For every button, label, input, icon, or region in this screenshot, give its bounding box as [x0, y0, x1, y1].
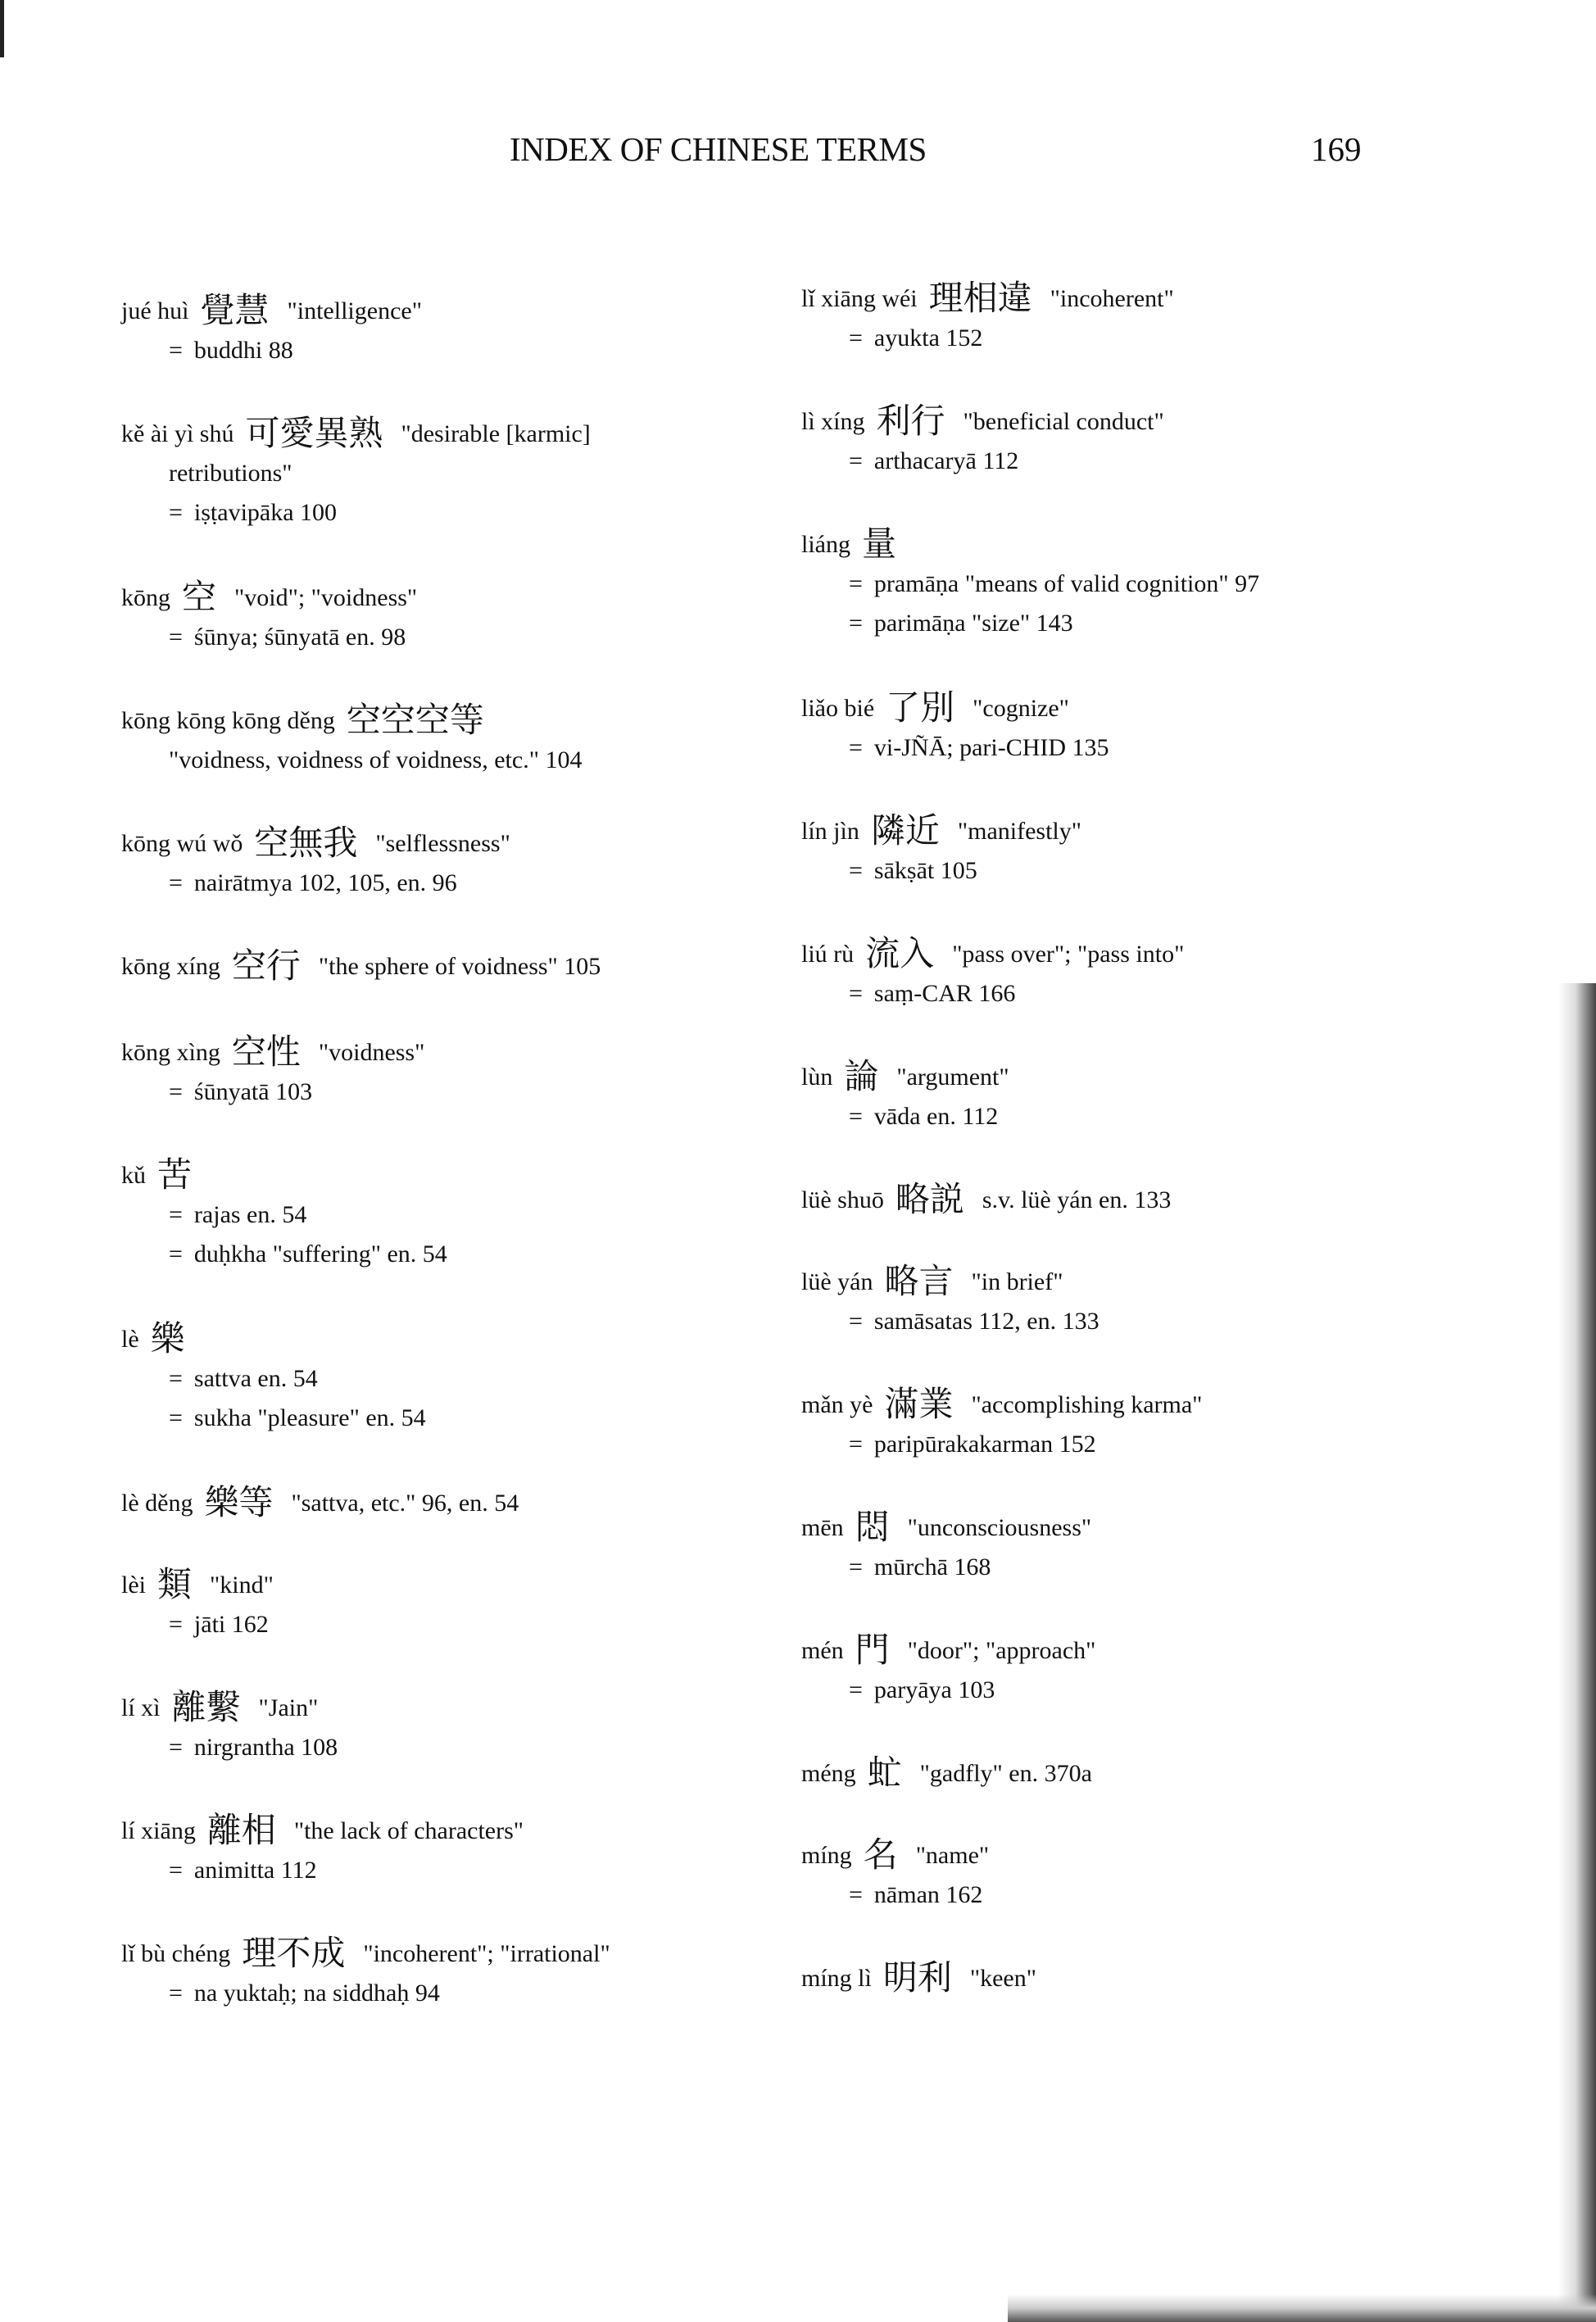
entry-gloss: "void"; "voidness"	[234, 584, 418, 611]
entry-sanskrit-equivalent	[801, 1875, 1539, 1915]
equivalent-text: ayukta 152	[873, 324, 983, 351]
entry-heading	[801, 1180, 1539, 1220]
index-entry	[121, 1565, 769, 1644]
entry-sanskrit-equivalent	[801, 1671, 1539, 1710]
entry-gloss: "beneficial conduct"	[963, 408, 1164, 435]
equals-sign: =	[169, 869, 183, 896]
entry-sanskrit-equivalent	[801, 442, 1539, 481]
entry-sanskrit-equivalent	[121, 493, 769, 533]
equals-sign: =	[169, 1857, 183, 1884]
entry-pinyin: lè	[121, 1326, 139, 1353]
entry-heading	[121, 1688, 769, 1728]
entry-hanzi: 略言	[884, 1261, 954, 1301]
index-entry	[121, 946, 769, 986]
index-entry	[801, 1262, 1539, 1341]
entry-sanskrit-equivalent	[121, 1851, 769, 1890]
entry-hanzi: 空無我	[254, 823, 358, 863]
equivalent-text: śūnya; śūnyatā en. 98	[193, 624, 406, 651]
entry-heading	[121, 1483, 769, 1523]
entry-gloss: "sattva, etc." 96, en. 54	[291, 1490, 519, 1517]
index-entry	[801, 811, 1539, 891]
entry-hanzi: 理相違	[928, 278, 1032, 318]
entry-gloss: "incoherent"	[1050, 285, 1174, 312]
entry-heading	[121, 1319, 769, 1359]
entry-heading	[801, 1262, 1539, 1302]
entry-sanskrit-equivalent	[801, 974, 1539, 1014]
entry-heading	[801, 279, 1539, 319]
entry-heading	[801, 1385, 1539, 1425]
entry-pinyin: lüè shuō	[801, 1186, 884, 1213]
entry-pinyin: míng	[801, 1842, 852, 1869]
entry-sanskrit-equivalent	[801, 565, 1539, 604]
entry-pinyin: lín jìn	[801, 818, 859, 845]
scan-edge-left	[0, 0, 4, 57]
entry-pinyin: kě ài yì shú	[121, 420, 234, 447]
equivalent-text: samāsatas 112, en. 133	[873, 1308, 1100, 1335]
entry-sanskrit-equivalent	[121, 1399, 769, 1438]
index-entry	[121, 1483, 769, 1523]
index-entry	[801, 279, 1539, 358]
entry-gloss: "name"	[915, 1842, 990, 1869]
index-entry	[801, 1057, 1539, 1136]
equals-sign: =	[849, 1308, 863, 1335]
entry-heading	[121, 701, 769, 741]
entry-pinyin: liú rù	[801, 941, 855, 968]
index-entry	[801, 401, 1539, 481]
index-entry	[801, 1180, 1539, 1220]
equals-sign: =	[169, 1611, 183, 1638]
entry-pinyin: lèi	[121, 1571, 146, 1599]
entry-heading	[801, 524, 1539, 565]
entry-hanzi: 量	[862, 524, 897, 564]
entry-hanzi: 空	[182, 577, 217, 617]
entry-heading	[121, 1032, 769, 1073]
equivalent-text: mūrchā 168	[873, 1553, 991, 1581]
entry-sanskrit-equivalent	[801, 1097, 1539, 1136]
equals-sign: =	[169, 1365, 183, 1392]
equals-sign: =	[169, 1404, 183, 1431]
page-number: 169	[1311, 130, 1362, 168]
index-entry	[121, 1811, 769, 1890]
entry-gloss: "desirable [karmic]	[401, 420, 591, 447]
entry-gloss: "argument"	[896, 1063, 1009, 1091]
equals-sign: =	[849, 447, 863, 474]
entry-heading	[121, 291, 769, 331]
entry-sanskrit-equivalent	[121, 618, 769, 657]
equivalent-text: paryāya 103	[873, 1676, 995, 1703]
entry-pinyin: kǔ	[121, 1162, 146, 1189]
entry-sanskrit-equivalent	[801, 728, 1539, 768]
equivalent-text: parimāṇa "size" 143	[873, 610, 1073, 637]
entry-hanzi: 類	[157, 1564, 193, 1604]
equals-sign: =	[849, 734, 863, 761]
entry-heading	[801, 1835, 1539, 1875]
entry-gloss: "kind"	[210, 1571, 274, 1599]
equivalent-text: na yuktaḥ; na siddhaḥ 94	[193, 1980, 440, 2007]
equivalent-text: duḥkha "suffering" en. 54	[193, 1240, 447, 1268]
entry-pinyin: liǎo bié	[801, 695, 875, 722]
equivalent-text: animitta 112	[193, 1857, 317, 1884]
entry-gloss: "gadfly" en. 370a	[919, 1760, 1092, 1787]
equals-sign: =	[169, 1734, 183, 1761]
entry-sanskrit-equivalent	[121, 331, 769, 370]
entry-hanzi: 滿業	[884, 1384, 954, 1424]
entry-gloss: "the lack of characters"	[293, 1817, 524, 1844]
entry-hanzi: 虻	[867, 1753, 902, 1793]
entry-gloss: "accomplishing karma"	[971, 1391, 1203, 1418]
entry-gloss: "unconsciousness"	[907, 1514, 1092, 1541]
entry-pinyin: mǎn yè	[801, 1391, 873, 1418]
entry-hanzi: 了別	[886, 687, 955, 728]
entry-sanskrit-equivalent	[121, 1605, 769, 1644]
entry-sanskrit-equivalent	[121, 1235, 769, 1274]
entry-gloss: "intelligence"	[287, 297, 422, 324]
equivalent-text: jāti 162	[193, 1611, 269, 1638]
index-entry	[121, 291, 769, 370]
entry-hanzi: 空空空等	[346, 700, 484, 740]
equals-sign: =	[169, 1240, 183, 1268]
entry-hanzi: 隣近	[870, 810, 940, 850]
scan-shadow-right	[1558, 983, 1596, 2322]
entry-hanzi: 樂	[150, 1318, 185, 1358]
entry-heading	[801, 401, 1539, 442]
equals-sign: =	[849, 1103, 863, 1130]
entry-pinyin: lì xíng	[801, 408, 865, 435]
index-entry	[801, 1753, 1539, 1794]
entry-sanskrit-equivalent	[801, 604, 1539, 643]
entry-gloss-continued: retributions"	[169, 460, 292, 487]
entry-pinyin: lí xiāng	[121, 1817, 196, 1844]
entry-gloss: "in brief"	[971, 1268, 1063, 1295]
entry-gloss: s.v. lüè yán en. 133	[982, 1186, 1172, 1213]
index-entry	[801, 1958, 1539, 1998]
entry-heading	[801, 1753, 1539, 1794]
entry-hanzi: 離繫	[171, 1687, 241, 1727]
equivalent-text: sattva en. 54	[193, 1365, 318, 1392]
index-entry	[801, 1835, 1539, 1915]
equals-sign: =	[849, 1431, 863, 1458]
equals-sign: =	[849, 857, 863, 884]
equivalent-text: śūnyatā 103	[193, 1078, 313, 1105]
entry-heading	[801, 688, 1539, 728]
equivalent-text: nirgrantha 108	[193, 1734, 338, 1761]
index-entry	[121, 1319, 769, 1438]
entry-heading	[801, 1630, 1539, 1671]
entry-heading	[121, 414, 769, 454]
entry-heading	[801, 934, 1539, 974]
entry-gloss: "voidness"	[318, 1039, 425, 1066]
equivalent-text: arthacaryā 112	[873, 447, 1019, 474]
equals-sign: =	[849, 324, 863, 351]
equals-sign: =	[169, 499, 183, 526]
entry-hanzi: 略説	[895, 1179, 964, 1219]
equivalent-text: pramāṇa "means of valid cognition" 97	[873, 570, 1260, 597]
equivalent-text: sukha "pleasure" en. 54	[193, 1404, 426, 1431]
equivalent-text: paripūrakakarman 152	[873, 1431, 1096, 1458]
entry-sanskrit-equivalent	[121, 1359, 769, 1399]
entry-gloss-continued: "voidness, voidness of voidness, etc." 104	[169, 746, 583, 773]
entry-pinyin: míng lì	[801, 1965, 872, 1992]
index-entry	[121, 1155, 769, 1274]
index-entry	[121, 823, 769, 903]
equals-sign: =	[849, 610, 863, 637]
entry-gloss: "Jain"	[258, 1694, 319, 1721]
entry-pinyin: lǐ bù chéng	[121, 1940, 231, 1967]
index-entry	[121, 1032, 769, 1112]
index-entry	[121, 1934, 769, 2013]
equivalent-text: vāda en. 112	[873, 1103, 999, 1130]
entry-pinyin: méng	[801, 1760, 856, 1787]
equals-sign: =	[169, 1980, 183, 2007]
equals-sign: =	[849, 980, 863, 1007]
equals-sign: =	[169, 624, 183, 651]
entry-hanzi: 理不成	[242, 1933, 346, 1973]
entry-heading	[801, 1057, 1539, 1097]
entry-hanzi: 悶	[855, 1507, 890, 1547]
entry-hanzi: 可愛異熟	[245, 413, 383, 453]
entry-gloss: "incoherent"; "irrational"	[363, 1940, 610, 1967]
entry-hanzi: 名	[863, 1834, 898, 1875]
entry-pinyin: lùn	[801, 1063, 833, 1091]
equals-sign: =	[849, 1881, 863, 1908]
index-entry	[801, 1385, 1539, 1464]
entry-pinyin: kōng	[121, 584, 170, 611]
entry-pinyin: lí xì	[121, 1694, 161, 1721]
entry-hanzi: 覺慧	[200, 290, 270, 330]
entry-hanzi: 利行	[876, 401, 945, 441]
entry-pinyin: kōng wú wǒ	[121, 830, 243, 857]
entry-heading	[121, 946, 769, 986]
entry-heading	[121, 1565, 769, 1605]
entry-pinyin: lè děng	[121, 1490, 193, 1517]
entry-sanskrit-equivalent	[801, 1548, 1539, 1587]
index-entry	[801, 1630, 1539, 1710]
equals-sign: =	[849, 570, 863, 597]
entry-heading	[121, 1155, 769, 1195]
index-entry	[801, 688, 1539, 768]
entry-sanskrit-equivalent	[121, 864, 769, 903]
entry-gloss: "pass over"; "pass into"	[952, 941, 1185, 968]
entry-sanskrit-equivalent	[121, 1974, 769, 2013]
entry-sanskrit-equivalent	[801, 1425, 1539, 1464]
equivalent-text: sākṣāt 105	[873, 857, 977, 884]
index-entry	[801, 1508, 1539, 1587]
entry-hanzi: 離相	[206, 1810, 276, 1850]
equivalent-text: saṃ-CAR 166	[873, 980, 1016, 1007]
equals-sign: =	[169, 337, 183, 364]
entry-heading	[121, 823, 769, 864]
entry-gloss: "cognize"	[973, 695, 1069, 722]
entry-hanzi: 苦	[157, 1154, 193, 1195]
equals-sign: =	[849, 1553, 863, 1581]
entry-heading	[801, 811, 1539, 851]
index-entry	[121, 1688, 769, 1767]
equals-sign: =	[849, 1676, 863, 1703]
entry-pinyin: mēn	[801, 1514, 844, 1541]
entry-gloss: "door"; "approach"	[907, 1637, 1096, 1664]
entry-heading	[121, 578, 769, 618]
equals-sign: =	[169, 1201, 183, 1228]
index-entry	[801, 934, 1539, 1014]
index-entry	[121, 701, 769, 780]
equivalent-text: vi-JÑĀ; pari-CHID 135	[873, 734, 1109, 761]
entry-sanskrit-equivalent	[121, 1073, 769, 1112]
entry-sanskrit-equivalent	[121, 1195, 769, 1235]
entry-hanzi: 論	[844, 1056, 879, 1096]
entry-hanzi: 樂等	[204, 1482, 274, 1522]
entry-heading	[121, 1934, 769, 1974]
entry-sanskrit-equivalent	[121, 1728, 769, 1767]
entry-sanskrit-equivalent	[801, 851, 1539, 891]
running-header: INDEX OF CHINESE TERMS	[510, 130, 927, 168]
equivalent-text: nairātmya 102, 105, en. 96	[193, 869, 457, 896]
entry-gloss: "the sphere of voidness" 105	[318, 953, 601, 980]
entry-pinyin: kōng xìng	[121, 1039, 220, 1066]
equivalent-text: nāman 162	[873, 1881, 983, 1908]
entry-pinyin: jué huì	[121, 297, 189, 324]
entry-gloss: "keen"	[969, 1965, 1036, 1992]
entry-pinyin: lǐ xiāng wéi	[801, 285, 918, 312]
entry-pinyin: liáng	[801, 531, 850, 558]
entry-pinyin: mén	[801, 1637, 844, 1664]
entry-hanzi: 空性	[231, 1032, 301, 1072]
entry-hanzi: 明利	[882, 1957, 952, 1998]
equivalent-text: rajas en. 54	[193, 1201, 307, 1228]
entry-hanzi: 門	[855, 1630, 890, 1670]
entry-gloss: "selflessness"	[375, 830, 510, 857]
entry-heading	[121, 1811, 769, 1851]
index-entry	[121, 414, 769, 533]
scan-shadow-bottom	[1008, 2294, 1596, 2322]
equivalent-text: iṣṭavipāka 100	[193, 499, 338, 526]
entry-heading	[801, 1508, 1539, 1548]
entry-pinyin: kōng kōng kōng děng	[121, 707, 335, 734]
entry-heading	[801, 1958, 1539, 1998]
entry-gloss: "manifestly"	[957, 818, 1081, 845]
index-entry	[121, 578, 769, 657]
entry-sanskrit-equivalent	[801, 1302, 1539, 1341]
entry-pinyin: kōng xíng	[121, 953, 220, 980]
equivalent-text: buddhi 88	[193, 337, 293, 364]
entry-pinyin: lüè yán	[801, 1268, 873, 1295]
index-entry	[801, 524, 1539, 643]
entry-hanzi: 空行	[231, 946, 301, 986]
entry-hanzi: 流入	[865, 933, 935, 973]
equals-sign: =	[169, 1078, 183, 1105]
entry-sanskrit-equivalent	[801, 319, 1539, 358]
